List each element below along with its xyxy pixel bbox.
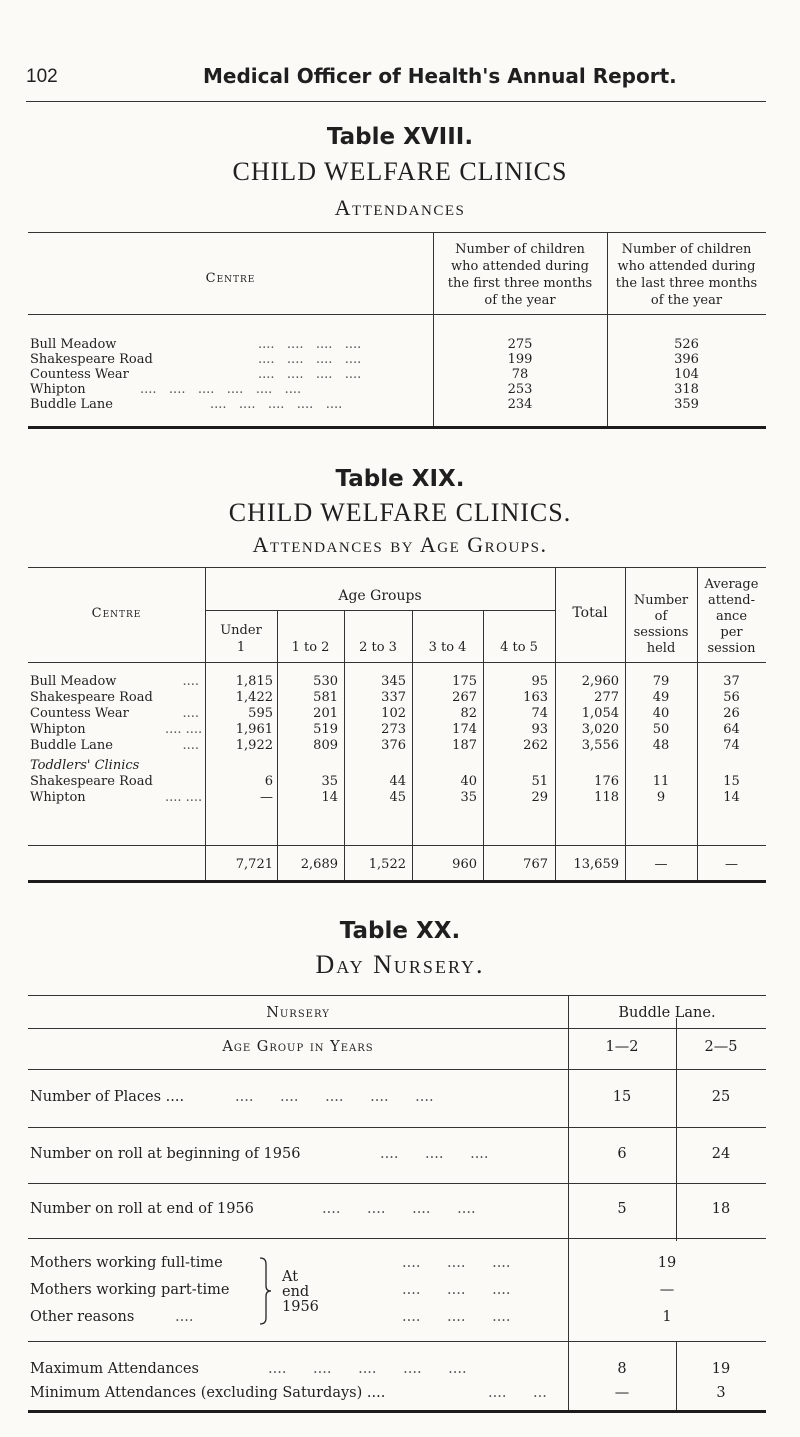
table-19-header-rule (28, 662, 766, 663)
table-20-bottom-rule (28, 1410, 766, 1413)
other-reasons-leader: .... (175, 1309, 194, 1325)
row-value: 1,922 (235, 738, 273, 753)
row-first: 78 (511, 367, 529, 382)
row-leader: .... .... (165, 790, 203, 805)
row-leader: .... (182, 706, 199, 721)
total-value: 13,659 (573, 857, 619, 872)
row-value: 102 (381, 706, 406, 721)
row-leader: .... .... (165, 722, 203, 737)
row-centre: Whipton (30, 382, 86, 397)
age-col-1: 1—2 (605, 1039, 639, 1055)
row-value: 74 (723, 738, 740, 753)
row-value: 45 (389, 790, 406, 805)
age-group-label: Age Group in Years (222, 1039, 374, 1055)
row-value: 40 (652, 706, 670, 721)
row-value: 93 (531, 722, 548, 737)
col-header-average-1: Average (704, 577, 759, 592)
row-value-1: — (614, 1385, 630, 1401)
row-leader: .... .... .... (402, 1255, 511, 1271)
row-value: 595 (248, 706, 273, 721)
total-value: — (725, 857, 738, 872)
row-leader: .... .... .... .... .... (268, 1361, 467, 1377)
other-reasons-label: Other reasons (30, 1309, 135, 1325)
row-value-1: 8 (617, 1361, 627, 1377)
row-centre: Whipton (30, 790, 86, 805)
row-value-2: 18 (711, 1201, 731, 1217)
row-value: 64 (723, 722, 740, 737)
row-value: 3,556 (581, 738, 619, 753)
row-centre: Shakespeare Road (30, 352, 153, 367)
row-value: 26 (723, 706, 740, 721)
row-value: 118 (594, 790, 619, 805)
col-header-sessions-2: of (654, 609, 668, 624)
row-value-2: 19 (711, 1361, 731, 1377)
total-value: 7,721 (235, 857, 273, 872)
total-value: — (654, 857, 668, 872)
table-19-subtitle: Attendances by Age Groups. (252, 532, 548, 557)
row-leader: .... .... .... .... (258, 367, 362, 382)
nursery-name: Buddle Lane. (618, 1005, 716, 1021)
col-header-last-3: the last three months (615, 276, 758, 291)
table-18-label: Table XVIII. (326, 124, 474, 150)
col-header-first-4: of the year (484, 293, 556, 308)
col-header-total: Total (572, 605, 608, 621)
col-header-sessions-4: held (646, 641, 676, 656)
total-value: 2,689 (300, 857, 338, 872)
table-19-top-rule (28, 567, 766, 568)
col-header-under1-b: 1 (236, 640, 246, 655)
row-value: 48 (652, 738, 670, 753)
row-value: 74 (531, 706, 548, 721)
table-19-total-rule (28, 845, 766, 846)
row-leader: .... .... .... .... (258, 352, 362, 367)
row-first: 253 (507, 382, 533, 397)
col-header-first-3: the first three months (447, 276, 593, 291)
row-value: 1,815 (235, 674, 273, 689)
col-header-1to2: 1 to 2 (291, 640, 330, 655)
row-value: 56 (723, 690, 740, 705)
at-end-2: end (282, 1284, 310, 1300)
row-label: Maximum Attendances (30, 1361, 199, 1377)
row-value: 519 (313, 722, 338, 737)
col-header-under1-a: Under (220, 623, 262, 638)
nursery-label: Nursery (266, 1005, 330, 1021)
col-header-2to3: 2 to 3 (359, 640, 397, 655)
col-header-last-4: of the year (650, 293, 723, 308)
row-centre: Bull Meadow (30, 337, 117, 352)
table-19-label: Table XIX. (335, 466, 465, 492)
col-header-average-3: ance (715, 609, 748, 624)
row-first: 234 (507, 397, 533, 412)
row-centre: Buddle Lane (30, 397, 114, 412)
row-value: 50 (652, 722, 670, 737)
table-20-top-rule (28, 995, 766, 996)
row-value: 29 (531, 790, 548, 805)
row-centre: Countess Wear (30, 706, 129, 721)
row-value: 262 (523, 738, 548, 753)
row-centre: Buddle Lane (30, 738, 114, 753)
at-end-1: At (282, 1269, 299, 1285)
col-header-age-groups: Age Groups (338, 588, 422, 604)
table-18-subtitle: Attendances (334, 195, 466, 220)
table-20-rule (28, 1069, 766, 1070)
row-first: 275 (507, 337, 533, 352)
row-label: Minimum Attendances (excluding Saturdays) .... (30, 1385, 386, 1401)
row-leader: .... .... .... (402, 1309, 511, 1325)
row-value: 1,422 (235, 690, 273, 705)
row-value-1: 5 (617, 1201, 627, 1217)
row-label: Number on roll at end of 1956 (30, 1201, 254, 1217)
table-20-title: Day Nursery. (315, 950, 485, 979)
row-value: 809 (313, 738, 338, 753)
row-value: 201 (313, 706, 338, 721)
mothers-full-label: Mothers working full-time (30, 1255, 223, 1271)
col-header-first-1: Number of children (455, 242, 585, 257)
row-value: 176 (594, 774, 619, 789)
other-reasons-value: 1 (662, 1309, 672, 1325)
row-value: 2,960 (581, 674, 619, 689)
row-leader: .... (182, 674, 199, 689)
row-value: 175 (452, 674, 477, 689)
mothers-part-value: — (659, 1282, 675, 1298)
col-header-sessions-1: Number (633, 593, 689, 608)
row-leader: .... .... .... .... (322, 1201, 476, 1217)
row-centre: Shakespeare Road (30, 690, 153, 705)
col-header-average-4: per (720, 625, 743, 640)
row-value-2: 25 (711, 1089, 731, 1105)
row-last: 359 (674, 397, 699, 412)
table-20-rule (28, 1028, 766, 1029)
row-leader: .... (182, 738, 199, 753)
row-value-1: 6 (617, 1146, 627, 1162)
row-leader: .... ... (488, 1385, 547, 1401)
row-value: 51 (531, 774, 548, 789)
table-20-rule (28, 1183, 766, 1184)
row-value: 273 (381, 722, 406, 737)
table-20-rule (28, 1341, 766, 1342)
col-header-3to4: 3 to 4 (428, 640, 467, 655)
row-value: 40 (460, 774, 477, 789)
table-18-title: CHILD WELFARE CLINICS (232, 157, 568, 186)
row-value: 581 (313, 690, 338, 705)
row-value-2: 24 (711, 1146, 731, 1162)
age-col-2: 2—5 (704, 1039, 738, 1055)
row-value: 345 (381, 674, 406, 689)
row-value: 11 (652, 774, 670, 789)
brace-icon (258, 1256, 274, 1326)
row-centre: Countess Wear (30, 367, 129, 382)
row-centre: Bull Meadow (30, 674, 117, 689)
row-value: 6 (264, 774, 273, 789)
row-value: 3,020 (581, 722, 619, 737)
page-number: 102 (26, 66, 58, 87)
row-last: 104 (674, 367, 699, 382)
row-value: 49 (652, 690, 670, 705)
row-value: — (260, 790, 273, 805)
row-last: 526 (674, 337, 699, 352)
report-title: Medical Officer of Health's Annual Report. (203, 64, 677, 88)
table-18-bottom-rule (28, 426, 766, 429)
toddlers-heading: Toddlers' Clinics (30, 758, 140, 773)
table-20-rule (28, 1127, 766, 1128)
row-last: 396 (674, 352, 699, 367)
row-value: 337 (381, 690, 406, 705)
row-leader: .... .... .... .... (258, 337, 362, 352)
table-20-label: Table XX. (339, 918, 461, 944)
header-rule (26, 101, 766, 102)
row-value: 277 (594, 690, 619, 705)
row-value: 267 (452, 690, 477, 705)
col-header-first-2: who attended during (451, 259, 589, 274)
col-header-4to5: 4 to 5 (500, 640, 538, 655)
col-header-centre: Centre (205, 271, 256, 286)
col-header-sessions-3: sessions (633, 625, 689, 640)
row-last: 318 (674, 382, 699, 397)
row-value-2: 3 (716, 1385, 726, 1401)
table-18-header-rule (28, 314, 766, 315)
table-19-title: CHILD WELFARE CLINICS. (228, 498, 572, 527)
table-19-agegroup-rule (205, 610, 555, 611)
row-value: 174 (452, 722, 477, 737)
table-20-rule (28, 1238, 766, 1239)
row-value: 15 (723, 774, 740, 789)
row-value: 163 (523, 690, 548, 705)
row-centre: Whipton (30, 722, 86, 737)
row-value: 37 (723, 674, 740, 689)
row-value: 530 (313, 674, 338, 689)
mothers-full-value: 19 (657, 1255, 677, 1271)
row-value: 79 (652, 674, 670, 689)
row-label: Number on roll at beginning of 1956 (30, 1146, 301, 1162)
col-header-last-1: Number of children (621, 242, 752, 257)
row-first: 199 (507, 352, 533, 367)
total-value: 767 (523, 857, 548, 872)
row-value: 14 (321, 790, 338, 805)
table-18-top-rule (28, 232, 766, 233)
col-header-centre: Centre (91, 606, 142, 621)
row-centre: Shakespeare Road (30, 774, 153, 789)
total-value: 960 (452, 857, 477, 872)
col-header-average-2: attend- (708, 593, 755, 608)
row-leader: .... .... .... (380, 1146, 489, 1162)
row-value: 35 (321, 774, 338, 789)
total-value: 1,522 (368, 857, 406, 872)
row-value-1: 15 (612, 1089, 632, 1105)
row-leader: .... .... .... (402, 1282, 511, 1298)
table-19-bottom-rule (28, 880, 766, 883)
row-value: 14 (723, 790, 740, 805)
row-value: 95 (531, 674, 548, 689)
row-value: 9 (656, 790, 666, 805)
row-label: Number of Places .... (30, 1089, 185, 1105)
row-value: 376 (381, 738, 406, 753)
row-leader: .... .... .... .... .... (235, 1089, 434, 1105)
row-value: 35 (460, 790, 477, 805)
row-value: 82 (460, 706, 477, 721)
row-value: 187 (452, 738, 477, 753)
row-value: 1,054 (581, 706, 619, 721)
row-value: 44 (389, 774, 406, 789)
row-leader: .... .... .... .... .... .... (140, 382, 302, 397)
col-header-average-5: session (707, 641, 756, 656)
at-end-3: 1956 (282, 1299, 319, 1315)
mothers-part-label: Mothers working part-time (30, 1282, 230, 1298)
row-value: 1,961 (235, 722, 273, 737)
col-header-last-2: who attended during (617, 259, 756, 274)
row-leader: .... .... .... .... .... (210, 397, 343, 412)
